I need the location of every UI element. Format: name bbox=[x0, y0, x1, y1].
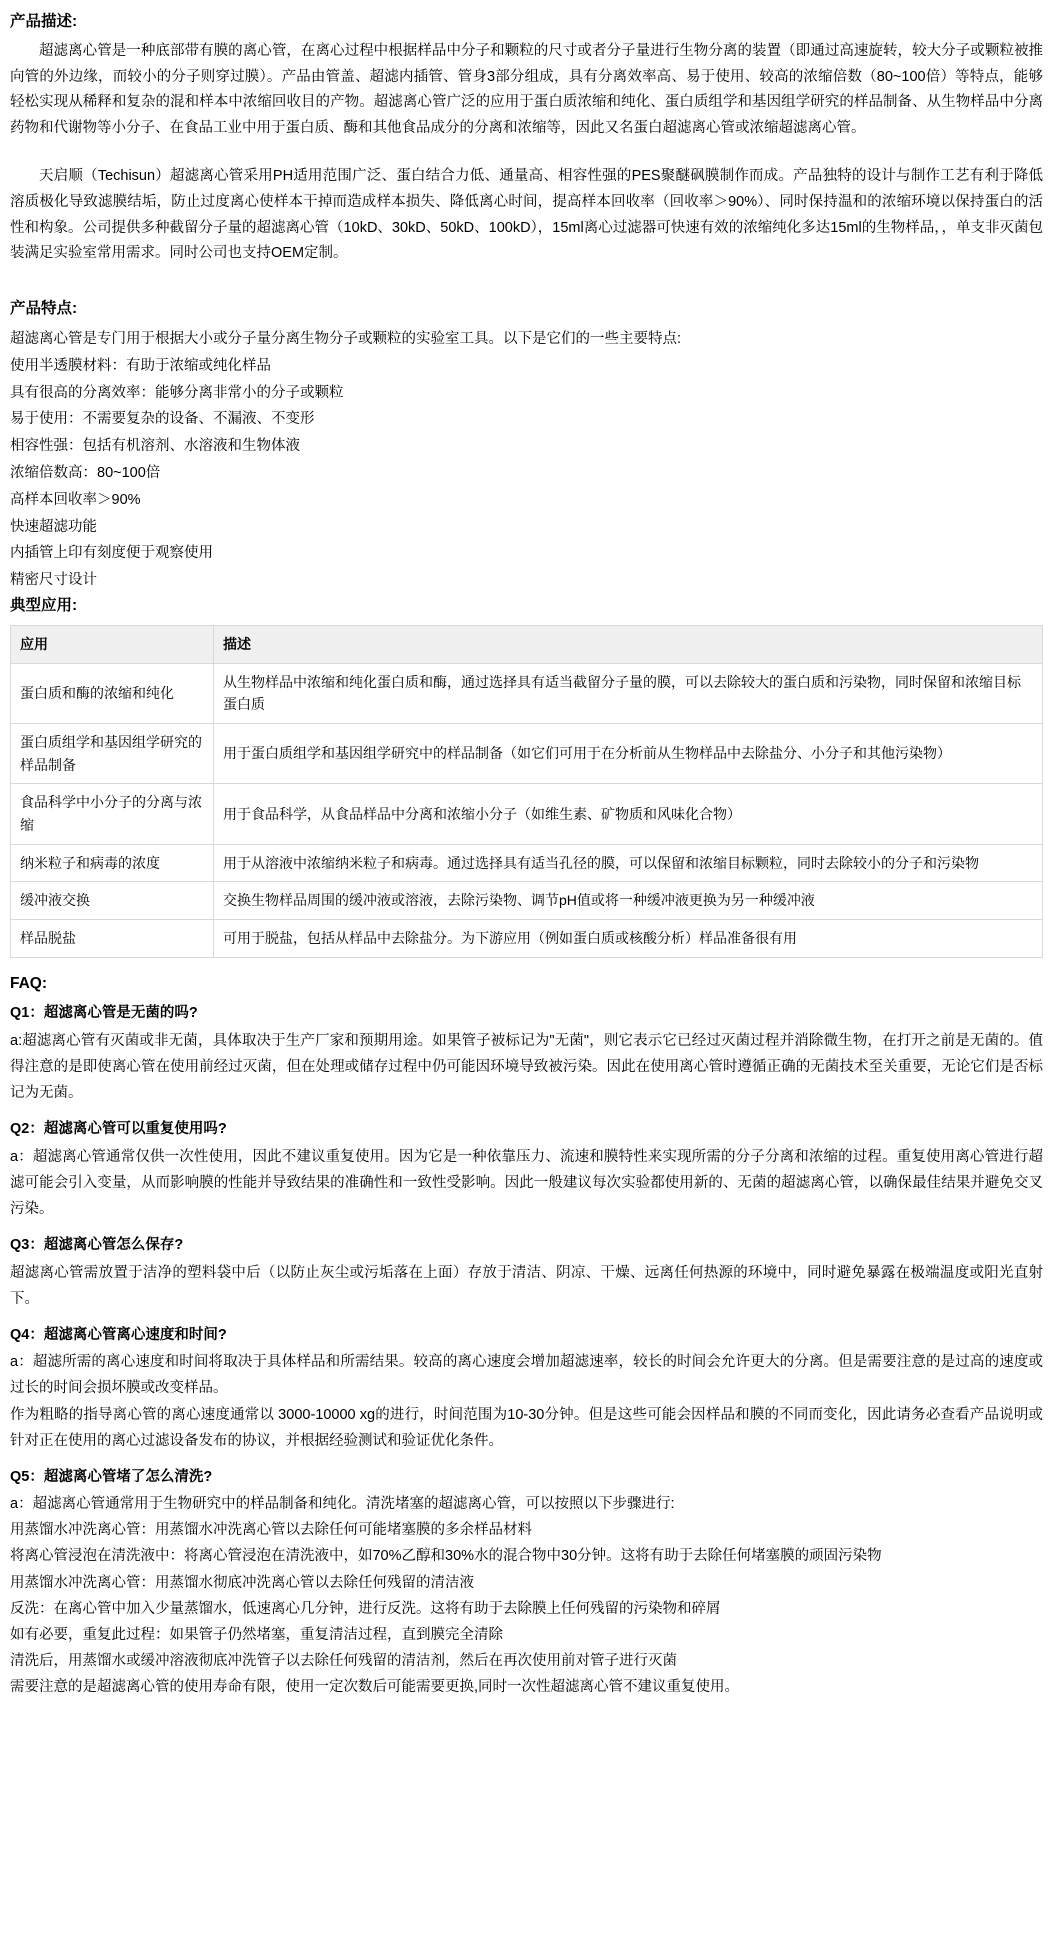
faq-answer: a:超滤离心管有灭菌或非无菌，具体取决于生产厂家和预期用途。如果管子被标记为"无菌"，则它表示它已经过灭菌过程并消除微生物，在打开之前是无菌的。值得注意的是即使离心管在使用前经过灭菌，但在处理或储存过程中仍可能因环境导致被污染。因此在使用离心管时遵循正确的无菌技术至关重要，无论它们是否标记为无菌。 bbox=[10, 1032, 1043, 1102]
faq-question: Q1：超滤离心管是无菌的吗? bbox=[10, 1005, 198, 1022]
table-row bbox=[11, 723, 1043, 783]
faq-step: 需要注意的是超滤离心管的使用寿命有限，使用一定次数后可能需要更换,同时一次性超滤离心管不建议重复使用。 bbox=[10, 1678, 740, 1695]
feature-item: 具有很高的分离效率：能够分离非常小的分子或颗粒 bbox=[10, 384, 344, 401]
faq-step: 清洗后，用蒸馏水或缓冲溶液彻底冲洗管子以去除任何残留的清洁剂，然后在再次使用前对管子进行灭菌 bbox=[10, 1652, 677, 1669]
table-row bbox=[11, 784, 1043, 844]
feature-item: 精密尺寸设计 bbox=[10, 572, 97, 589]
section-typical-applications bbox=[10, 594, 1043, 958]
spacer bbox=[10, 142, 1043, 164]
faq-step: 用蒸馏水冲洗离心管：用蒸馏水彻底冲洗离心管以去除任何残留的清洁液 bbox=[10, 1574, 474, 1591]
table-cell-application: 食品科学中小分子的分离与浓缩 bbox=[11, 784, 214, 844]
faq-step: 反洗：在离心管中加入少量蒸馏水，低速离心几分钟，进行反洗。这将有助于去除膜上任何残留的污染物和碎屑 bbox=[10, 1600, 721, 1617]
table-cell-description: 用于食品科学，从食品样品中分离和浓缩小分子（如维生素、矿物质和风味化合物） bbox=[214, 784, 1043, 844]
feature-item: 高样本回收率＞90% bbox=[10, 491, 141, 508]
faq-title: FAQ: bbox=[10, 974, 48, 992]
feature-item: 使用半透膜材料：有助于浓缩或纯化样品 bbox=[10, 357, 271, 374]
table-header-description: 描述 bbox=[214, 625, 1043, 663]
product-features-intro: 超滤离心管是专门用于根据大小或分子量分离生物分子或颗粒的实验室工具。以下是它们的一些主要特点: bbox=[10, 330, 682, 347]
spacer bbox=[10, 958, 1043, 972]
faq-answer: 作为粗略的指导离心管的离心速度通常以 3000-10000 xg的进行，时间范围为10-30分钟。但是这些可能会因样品和膜的不同而变化，因此请务必查看产品说明或针对正在使用的离心过滤设备发布的协议，并根据经验测试和验证优化条件。 bbox=[10, 1406, 1043, 1449]
faq-answer: a：超滤离心管通常仅供一次性使用，因此不建议重复使用。因为它是一种依靠压力、流速和膜特性来实现所需的分子分离和浓缩的过程。重复使用离心管进行超滤可能会引入变量，从而影响膜的性能并导致结果的准确性和一致性受影响。因此一般建议每次实验都使用新的、无菌的超滤离心管，以确保最佳结果并避免交叉污染。 bbox=[10, 1148, 1043, 1217]
product-description-paragraph-2: 天启顺（Techisun）超滤离心管采用PH适用范围广泛、蛋白结合力低、通量高、相容性强的PES聚醚砜膜制作而成。产品独特的设计与制作工艺有利于降低溶质极化导致滤膜结垢，防止过度离心使样本干掉而造成样本损失、降低离心时间，提高样本回收率（回收率＞90%）、同时保持温和的浓缩环境以保持蛋白的活性和构象。公司提供多种截留分子量的超滤离心管（10kD、30kD、50kD、100kD），15ml离心过滤器可快速有效的浓缩纯化多达15ml的生物样品，，单支非灭菌包装满足实验室常用需求。同时公司也支持OEM定制。 bbox=[10, 167, 1043, 262]
table-cell-application: 样品脱盐 bbox=[11, 919, 214, 957]
table-header-application: 应用 bbox=[11, 625, 214, 663]
product-features-title: 产品特点: bbox=[10, 300, 78, 318]
feature-item: 易于使用：不需要复杂的设备、不漏液、不变形 bbox=[10, 411, 315, 428]
table-cell-description: 交换生物样品周围的缓冲液或溶液，去除污染物、调节pH值或将一种缓冲液更换为另一种缓冲液 bbox=[214, 882, 1043, 920]
faq-item bbox=[10, 1322, 1043, 1454]
faq-question: Q5：超滤离心管堵了怎么清洗? bbox=[10, 1468, 213, 1485]
table-cell-description: 用于蛋白质组学和基因组学研究中的样品制备（如它们可用于在分析前从生物样品中去除盐分、小分子和其他污染物） bbox=[214, 723, 1043, 783]
faq-question: Q2：超滤离心管可以重复使用吗? bbox=[10, 1121, 227, 1138]
table-cell-application: 蛋白质组学和基因组学研究的样品制备 bbox=[11, 723, 214, 783]
product-description-paragraph-1: 超滤离心管是一种底部带有膜的离心管，在离心过程中根据样品中分子和颗粒的尺寸或者分子量进行生物分离的装置（即通过高速旋转，较大分子或颗粒被推向管的外边缘，而较小的分子则穿过膜）。产品由管盖、超滤内插管、管身3部分组成，具有分离效率高、易于使用、较高的浓缩倍数（80~100倍）等特点，能够轻松实现从稀释和复杂的混和样本中浓缩回收目的产物。超滤离心管广泛的应用于蛋白质浓缩和纯化、蛋白质组学和基因组学研究的样品制备、从生物样品中分离药物和代谢物等小分子、在食品工业中用于蛋白质、酶和其他食品成分的分离和浓缩等，因此又名蛋白超滤离心管或浓缩超滤离心管。 bbox=[10, 42, 1043, 137]
table-row bbox=[11, 663, 1043, 723]
faq-answer: a：超滤所需的离心速度和时间将取决于具体样品和所需结果。较高的离心速度会增加超滤速率，较长的时间会允许更大的分离。但是需要注意的是过高的速度或过长的时间会损坏膜或改变样品。 bbox=[10, 1354, 1043, 1397]
table-cell-description: 可用于脱盐，包括从样品中去除盐分。为下游应用（例如蛋白质或核酸分析）样品准备很有用 bbox=[214, 919, 1043, 957]
typical-applications-title: 典型应用: bbox=[10, 597, 78, 615]
table-cell-application: 缓冲液交换 bbox=[11, 882, 214, 920]
faq-step: 用蒸馏水冲洗离心管：用蒸馏水冲洗离心管以去除任何可能堵塞膜的多余样品材料 bbox=[10, 1522, 532, 1539]
applications-table bbox=[10, 625, 1043, 958]
faq-answer: 超滤离心管需放置于洁净的塑料袋中后（以防止灰尘或污垢落在上面）存放于清洁、阴凉、干燥、远离任何热源的环境中，同时避免暴露在极端温度或阳光直射下。 bbox=[10, 1264, 1043, 1307]
faq-item bbox=[10, 1232, 1043, 1312]
spacer bbox=[10, 267, 1043, 297]
faq-step: 将离心管浸泡在清洗液中：将离心管浸泡在清洗液中，如70%乙醇和30%水的混合物中30分钟。这将有助于去除任何堵塞膜的顽固污染物 bbox=[10, 1548, 882, 1565]
feature-item: 内插管上印有刻度便于观察使用 bbox=[10, 545, 213, 562]
feature-item: 浓缩倍数高：80~100倍 bbox=[10, 465, 161, 482]
table-row bbox=[11, 882, 1043, 920]
table-cell-application: 蛋白质和酶的浓缩和纯化 bbox=[11, 663, 214, 723]
table-cell-application: 纳米粒子和病毒的浓度 bbox=[11, 844, 214, 882]
faq-answer: a：超滤离心管通常用于生物研究中的样品制备和纯化。清洗堵塞的超滤离心管，可以按照以下步骤进行: bbox=[10, 1496, 675, 1513]
faq-step: 如有必要，重复此过程：如果管子仍然堵塞，重复清洁过程，直到膜完全清除 bbox=[10, 1626, 503, 1643]
product-description-title: 产品描述: bbox=[10, 13, 78, 30]
table-row bbox=[11, 919, 1043, 957]
faq-item bbox=[10, 1000, 1043, 1106]
section-product-description bbox=[10, 10, 1043, 267]
table-cell-description: 用于从溶液中浓缩纳米粒子和病毒。通过选择具有适当孔径的膜，可以保留和浓缩目标颗粒，同时去除较小的分子和污染物 bbox=[214, 844, 1043, 882]
feature-item: 快速超滤功能 bbox=[10, 518, 97, 535]
feature-item: 相容性强：包括有机溶剂、水溶液和生物体液 bbox=[10, 438, 300, 455]
faq-item bbox=[10, 1464, 1043, 1700]
section-faq bbox=[10, 972, 1043, 1700]
table-cell-description: 从生物样品中浓缩和纯化蛋白质和酶，通过选择具有适当截留分子量的膜，可以去除较大的蛋白质和污染物，同时保留和浓缩目标蛋白质 bbox=[214, 663, 1043, 723]
table-row bbox=[11, 844, 1043, 882]
faq-question: Q3：超滤离心管怎么保存? bbox=[10, 1237, 184, 1254]
table-header-row bbox=[11, 625, 1043, 663]
section-product-features bbox=[10, 297, 1043, 594]
faq-question: Q4：超滤离心管离心速度和时间? bbox=[10, 1326, 227, 1343]
faq-item bbox=[10, 1116, 1043, 1222]
